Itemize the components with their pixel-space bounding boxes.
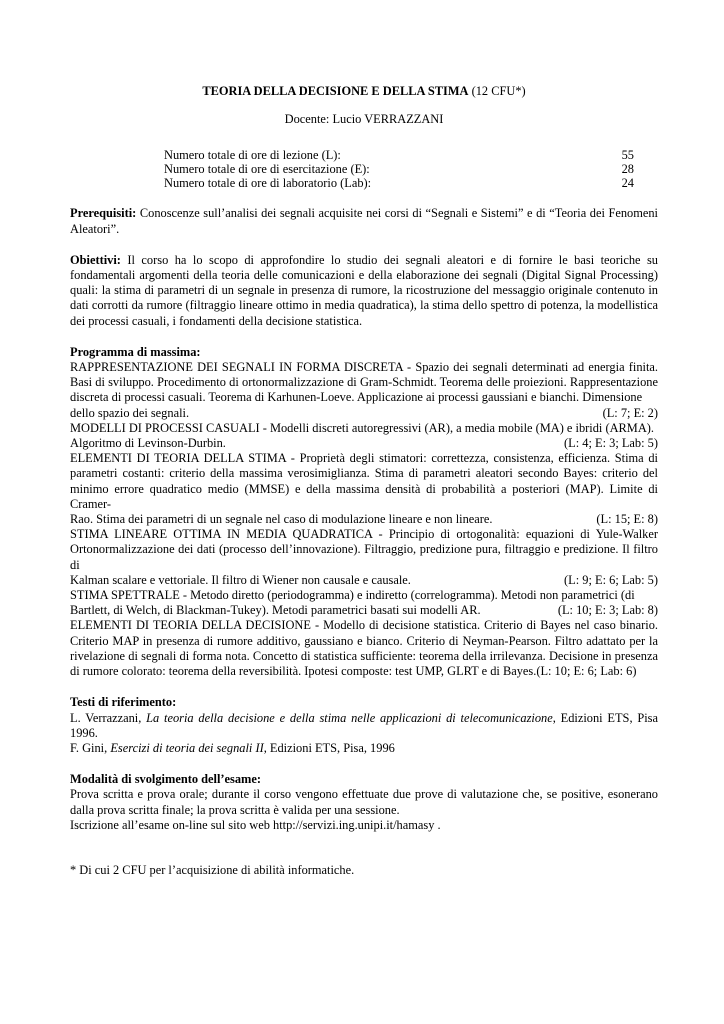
program-item-hours: (L: 10; E: 3; Lab: 8) (557, 603, 658, 618)
footnote: * Di cui 2 CFU per l’acquisizione di abilità informatiche. (70, 862, 355, 877)
hours-table (164, 148, 634, 190)
program-item-last-text: Bartlett, di Welch, di Blackman-Tukey). Metodi parametrici basati sui modelli AR. (70, 603, 481, 618)
exam-heading: Modalità di svolgimento dell’esame: (70, 772, 262, 787)
document-page (70, 84, 658, 878)
hours-row-laboratorio (164, 176, 634, 190)
program-item-body: STIMA LINEARE OTTIMA IN MEDIA QUADRATICA - Principio di ortogonalità: equazioni di Yule-Walker Ortonormalizzazione dei dati (processo dell’innovazione). Filtraggio, predizione pura, filtraggio e predizione. Il filtro di (70, 527, 658, 572)
prerequisites-section (70, 206, 658, 236)
program-item-hours: (L: 9; E: 6; Lab: 5) (564, 572, 658, 587)
hours-label: Numero totale di ore di lezione (L): (164, 148, 341, 163)
program-item-last-text: dello spazio dei segnali. (70, 405, 190, 420)
course-title-main: TEORIA DELLA DECISIONE E DELLA STIMA (202, 84, 469, 98)
reference-title: Esercizi di teoria dei segnali II (110, 740, 264, 755)
program-item-last-text: Kalman scalare e vettoriale. Il filtro di Wiener non causale e causale. (70, 572, 411, 587)
hours-label: Numero totale di ore di laboratorio (Lab): (164, 176, 372, 191)
program-item-hours: (L: 7; E: 2) (602, 405, 658, 420)
prerequisites-text: Conoscenze sull’analisi dei segnali acquisite nei corsi di “Segnali e Sistemi” e di “Teoria dei Fenomeni Aleatori”. (70, 206, 658, 236)
reference-authors: F. Gini, (70, 740, 111, 755)
reference-item (70, 741, 658, 756)
reference-publisher: , Edizioni ETS, Pisa, 1996 (263, 740, 395, 755)
program-item-body: MODELLI DI PROCESSI CASUALI - Modelli discreti autoregressivi (AR), a media mobile (MA) e ibridi (ARMA). (70, 420, 654, 435)
program-section (70, 345, 658, 679)
program-item-last-line (70, 436, 658, 451)
program-item-hours: (L: 15; E: 8) (596, 512, 658, 527)
instructor: Docente: Lucio VERRAZZANI (284, 112, 444, 127)
course-title-cfu: (12 CFU*) (468, 84, 526, 98)
hours-value: 24 (621, 176, 634, 191)
program-item-last-line (70, 512, 658, 527)
objectives-label: Obiettivi: (70, 252, 121, 267)
objectives-section (70, 253, 658, 329)
hours-label: Numero totale di ore di esercitazione (E): (164, 162, 370, 177)
exam-section (70, 772, 658, 833)
objectives-text: Il corso ha lo scopo di approfondire lo studio dei segnali aleatori e di fornire le basi teoriche su fondamentali argomenti della teoria delle comunicazioni e della elaborazione dei segnali (Digital Signal Processing) quali: la stima di parametri di un segnale in presenza di rumore, la ricostruzione del messaggio originale contenuto in dati corrotti da rumore (filtraggio lineare ottimo in media quadratica), la stima dello spettro di potenza, la modellistica dei processi casuali, i fondamenti della decisione statistica. (70, 252, 658, 328)
exam-registration: Iscrizione all’esame on-line sul sito web http://servizi.ing.unipi.it/hamasy . (70, 817, 441, 832)
reference-authors: L. Verrazzani, (70, 710, 147, 725)
references-section (70, 695, 658, 756)
program-item-body: ELEMENTI DI TEORIA DELLA STIMA - Proprietà degli stimatori: correttezza, consistenza, efficienza. Stima di parametri costanti: criterio della massima verosimiglianza. Stima di parametri aleatori secondo Bayes: criterio del minimo errore quadratico medio (MMSE) e della massima densità di probabilità a posteriori (MAP). Limite di Cramer- (70, 451, 658, 511)
program-item-last-line (70, 603, 658, 618)
hours-row-lezione (164, 148, 634, 162)
program-item-last-text: Algoritmo di Levinson-Durbin. (70, 436, 226, 451)
hours-row-esercitazione (164, 162, 634, 176)
program-item-last-line (70, 573, 658, 588)
reference-title: La teoria della decisione e della stima nelle applicazioni di telecomunicazione (146, 710, 553, 725)
program-heading: Programma di massima: (70, 344, 201, 359)
program-item-last-text: Rao. Stima dei parametri di un segnale nel caso di modulazione lineare e non lineare. (70, 512, 493, 527)
hours-value: 28 (621, 162, 634, 177)
program-item-last-line (70, 406, 658, 421)
hours-value: 55 (621, 148, 634, 163)
exam-description: Prova scritta e prova orale; durante il corso vengono effettuate due prove di valutazione che, se positive, esonerano dalla prova scritta finale; la prova scritta è valida per una sessione. (70, 787, 658, 817)
prerequisites-label: Prerequisiti: (70, 206, 137, 221)
program-item-body: STIMA SPETTRALE - Metodo diretto (periodogramma) e indiretto (correlogramma). Metodi non parametrici (di (70, 588, 635, 603)
program-item-body: RAPPRESENTAZIONE DEI SEGNALI IN FORMA DISCRETA - Spazio dei segnali determinati ad energia finita. Basi di sviluppo. Procedimento di ortonormalizzazione di Gram-Schmidt. Teorema delle proiezioni. Rappresentazione discreta di processi casuali. Teorema di Karhunen-Loeve. Applicazione ai processi gaussiani e bianchi. Dimensione (70, 360, 658, 405)
reference-item (70, 711, 658, 741)
course-title (70, 84, 658, 99)
program-item-body: ELEMENTI DI TEORIA DELLA DECISIONE - Modello di decisione statistica. Criterio di Bayes nel caso binario. Criterio MAP in presenza di rumore additivo, gaussiano e bianco. Criterio di Neyman-Pearson. Filtro adattato per la rivelazione di segnali di forma nota. Concetto di statistica sufficiente: teorema della irrilevanza. Decisione in presenza di rumore colorato: teorema della reversibilità. Ipotesi composte: test UMP, GLRT e di Bayes.(L: 10; E: 6; Lab: 6) (70, 618, 658, 679)
program-item-hours: (L: 4; E: 3; Lab: 5) (564, 436, 658, 451)
reference-publisher: , Edizioni ETS, Pisa 1996. (70, 710, 659, 740)
references-heading: Testi di riferimento: (70, 695, 177, 710)
